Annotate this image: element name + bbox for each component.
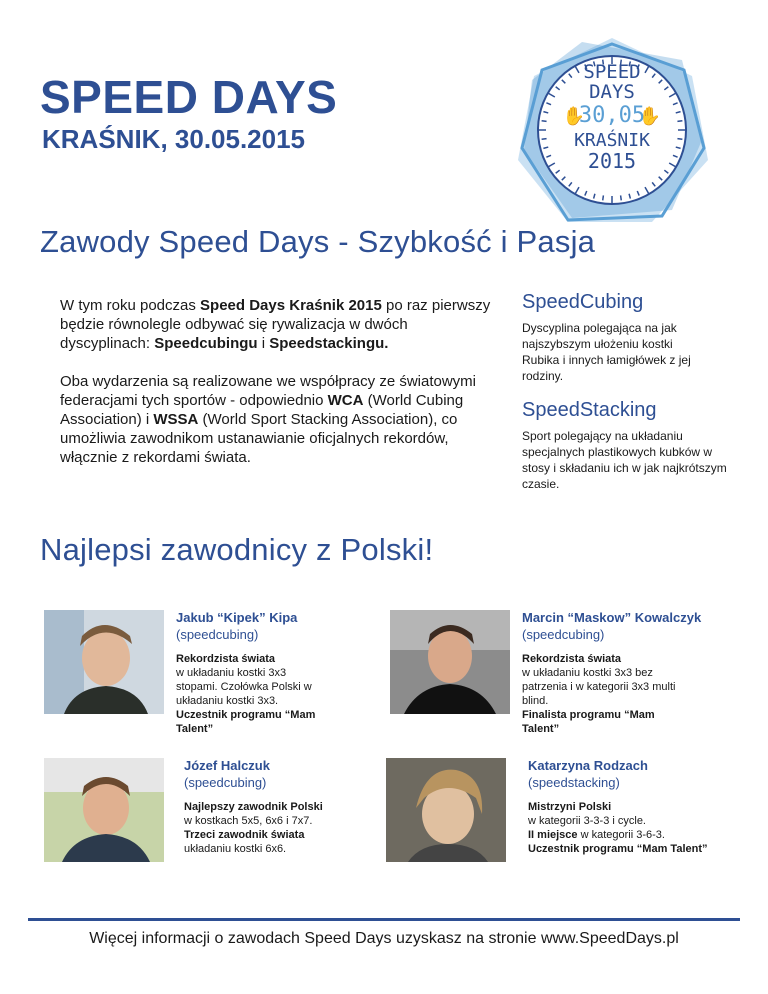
page-title: SPEED DAYS [40, 71, 338, 123]
player-photo-halczuk [44, 758, 164, 862]
speedcubing-description: Dyscyplina polegająca na jak najszybszym ułożeniu kostki Rubika i innych łamigłówek z jej rodziny. [522, 321, 691, 383]
player-category-kowalczyk: (speedcubing) [522, 627, 605, 642]
player-photo-kowalczyk [390, 610, 510, 714]
player-name-kowalczyk: Marcin “Maskow” Kowalczyk [522, 610, 702, 625]
logo-graphic [512, 30, 712, 230]
player-desc-rodzach: Mistrzyni Polski w kategorii 3-3-3 i cycle. II miejsce w kategorii 3-6-3. Uczestnik programu “Mam Talent” [528, 801, 708, 855]
player-desc-halczuk: Najlepszy zawodnik Polski w kostkach 5x5, 6x6 i 7x7. Trzeci zawodnik świata układaniu kostki 6x6. [184, 801, 323, 855]
intro-paragraph-1: W tym roku podczas Speed Days Kraśnik 2015 po raz pierwszy będzie równolegle odbywać się rywalizacja w dwóch dyscyplinach: Speedcubingu i Speedstackingu. [60, 297, 491, 352]
player-name-rodzach: Katarzyna Rodzach [528, 758, 648, 773]
svg-text:✋: ✋ [562, 106, 586, 126]
speedcubing-heading: SpeedCubing [522, 291, 644, 313]
svg-text:DAYS: DAYS [589, 81, 635, 103]
speed-days-logo [512, 30, 712, 230]
svg-text:SPEED: SPEED [583, 61, 641, 83]
svg-text:✋: ✋ [638, 106, 662, 126]
svg-text:30,05: 30,05 [578, 103, 646, 128]
intro-paragraph-2: Oba wydarzenia są realizowane we współpracy ze światowymi federacjami tych sportów - odpowiednio WCA (World Cubing Association) i WSSA (World Sport Stacking Association), co umożliwia zawodnikom ustanawianie oficjalnych rekordów, włącznie z rekordami świata. [60, 373, 477, 466]
footer-text: Więcej informacji o zawodach Speed Days uzyskasz na stronie www.SpeedDays.pl [89, 930, 679, 947]
section-heading-competition: Zawody Speed Days - Szybkość i Pasja [40, 224, 596, 259]
speedstacking-description: Sport polegający na układaniu specjalnych plastikowych kubków w stosy i składaniu ich w jak najkrótszym czasie. [522, 429, 727, 491]
svg-text:2015: 2015 [587, 149, 637, 173]
player-photo-kipa [44, 610, 164, 714]
svg-text:KRAŚNIK: KRAŚNIK [574, 130, 650, 151]
page-subtitle: KRAŚNIK, 30.05.2015 [42, 124, 306, 154]
player-name-halczuk: Józef Halczuk [184, 758, 270, 773]
player-photo-rodzach [386, 758, 506, 862]
footer-divider [28, 918, 740, 921]
speedstacking-heading: SpeedStacking [522, 399, 657, 421]
player-category-rodzach: (speedstacking) [528, 775, 620, 790]
player-name-kipa: Jakub “Kipek” Kipa [176, 610, 298, 625]
player-category-kipa: (speedcubing) [176, 627, 259, 642]
section-heading-players: Najlepsi zawodnicy z Polski! [40, 532, 434, 567]
player-desc-kipa: Rekordzista świata w układaniu kostki 3x3 stopami. Czołówka Polski w układaniu kostki 3x3. Uczestnik programu “Mam Talent” [176, 653, 316, 735]
player-desc-kowalczyk: Rekordzista świata w układaniu kostki 3x3 bez patrzenia i w kategorii 3x3 multi blind. Finalista programu “Mam Talent” [522, 653, 676, 735]
player-category-halczuk: (speedcubing) [184, 775, 267, 790]
